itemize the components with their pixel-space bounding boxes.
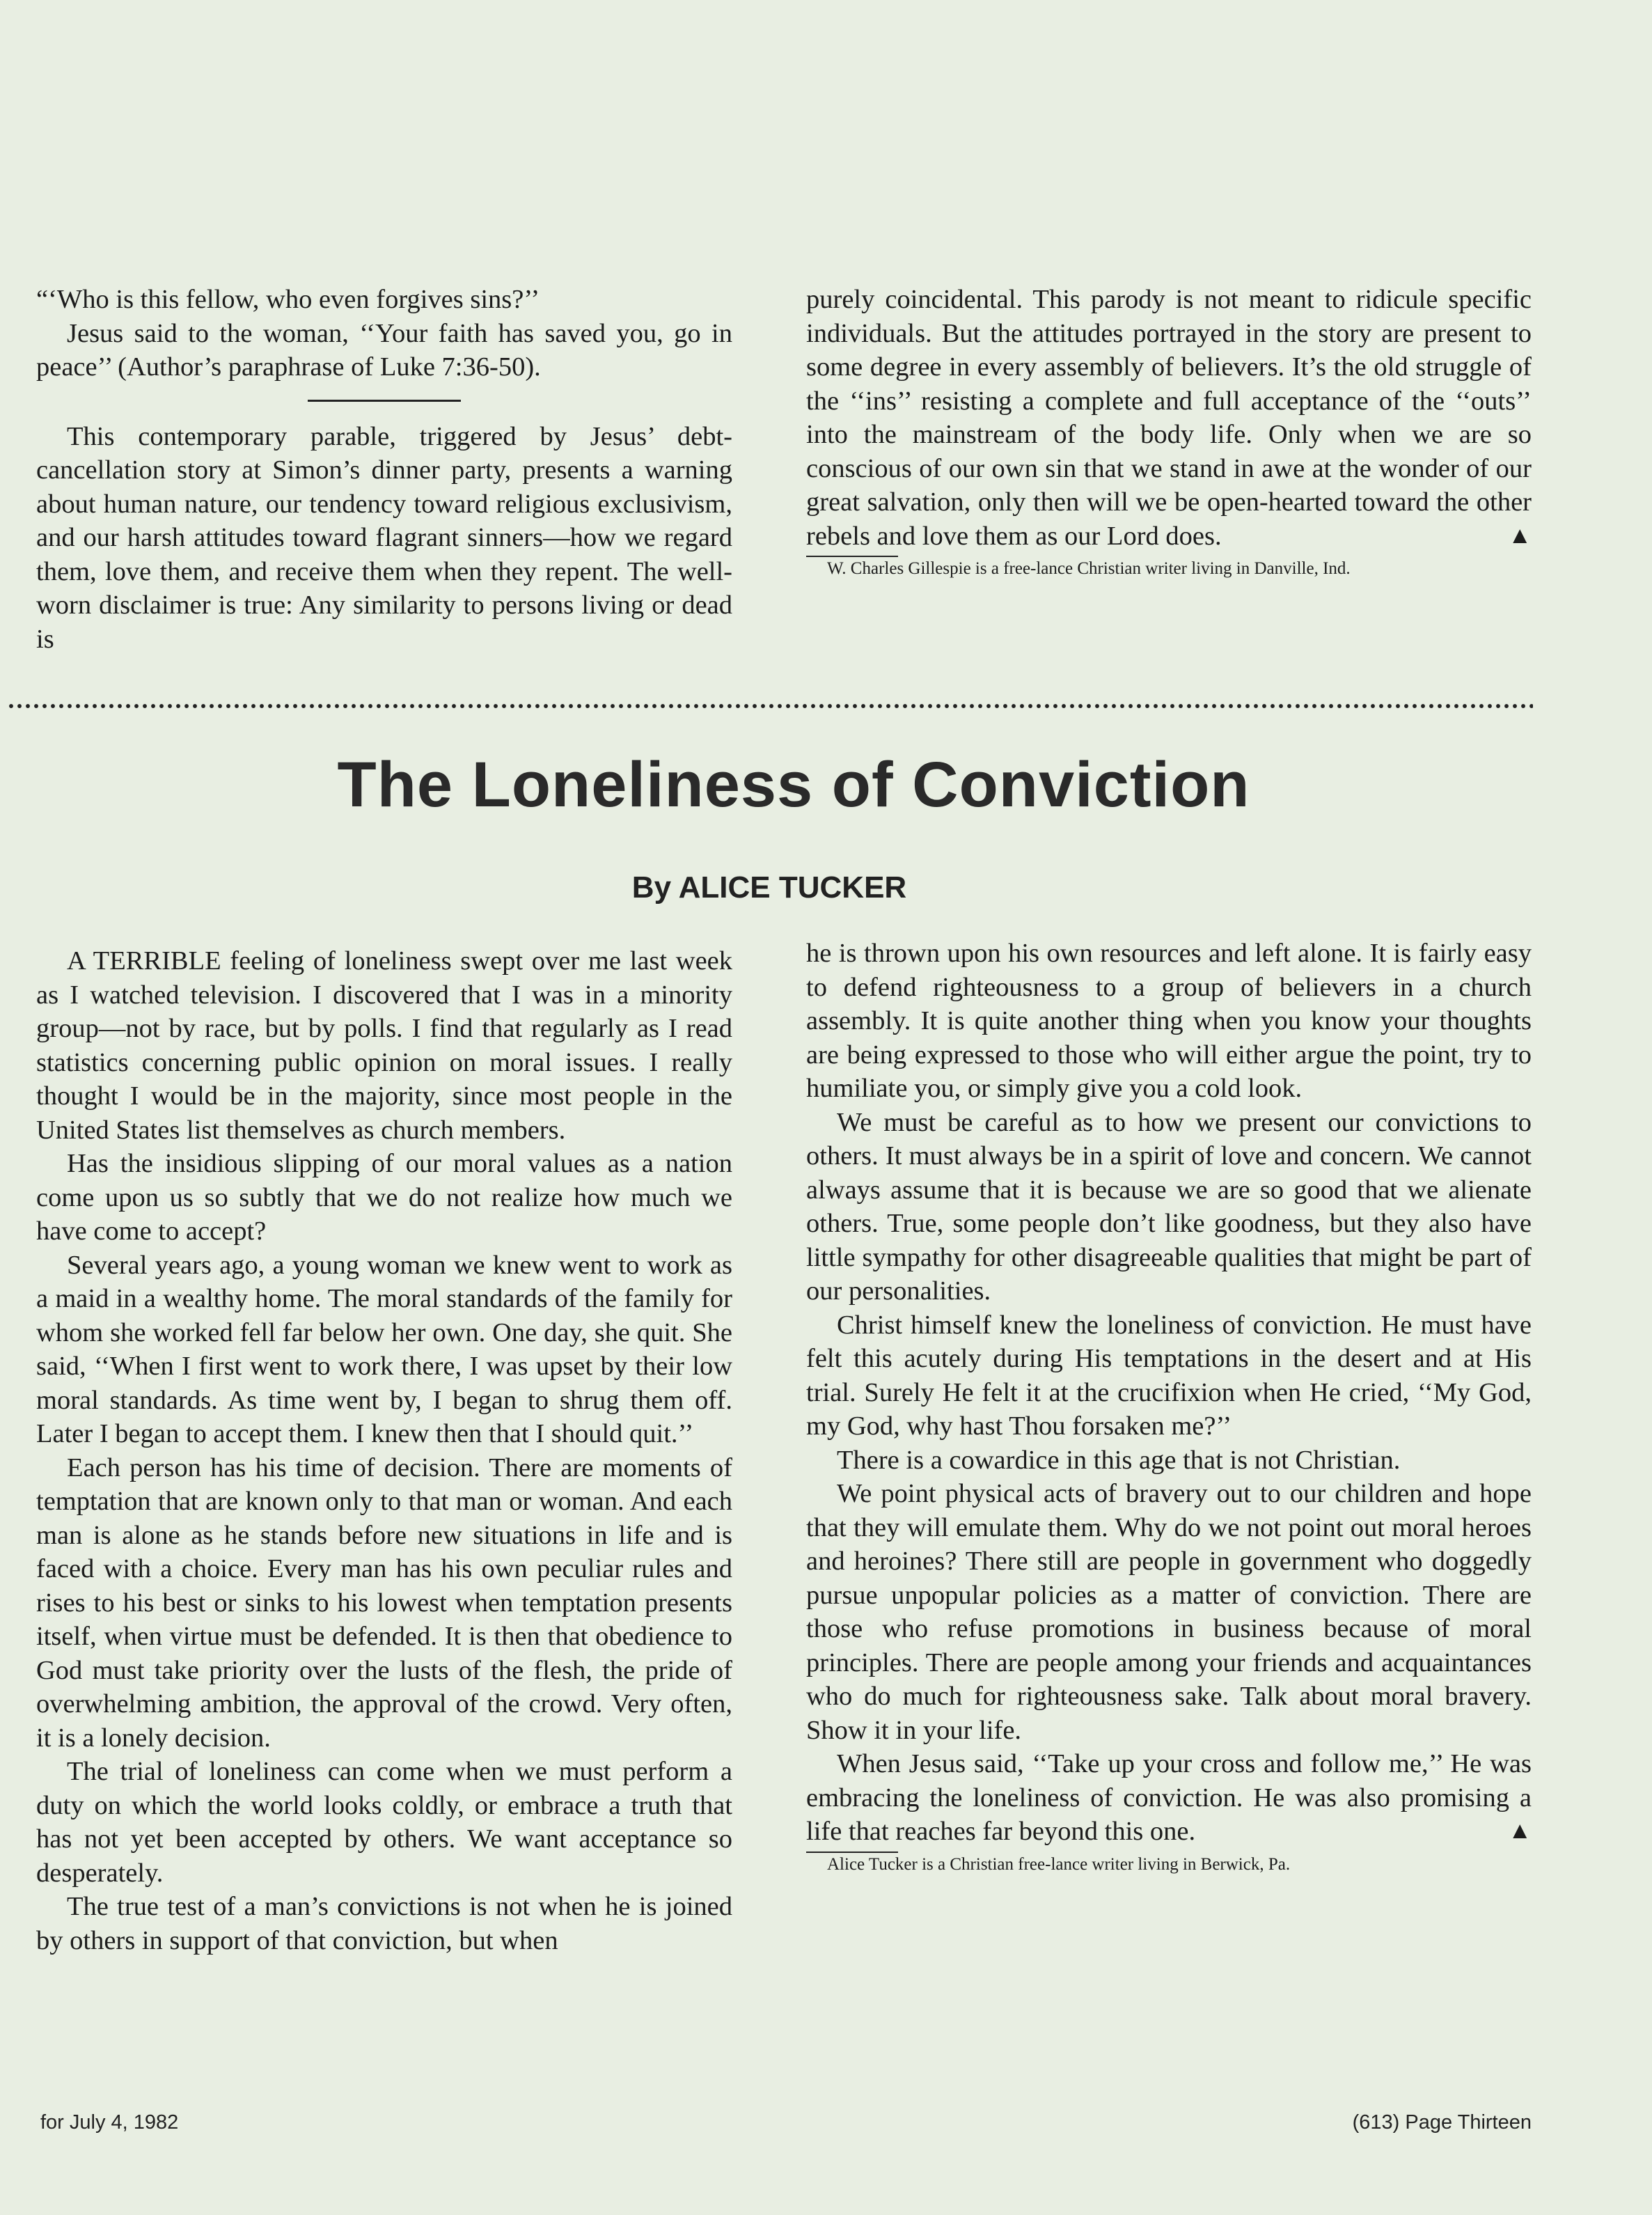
article-paragraph: Several years ago, a young woman we knew went to work as a maid in a wealthy home. The moral standards of the family for whom she worked fell far below her own. One day, she quit. She said, ‘‘When I first went to work there, I was upset by their low moral standards. As time went by, I began to shrug them off. Later I began to accept them. I knew then that I should quit.’’: [36, 1250, 732, 1448]
upper-conclusion-text: purely coincidental. This parody is not meant to ridicule specific individuals. But the attitudes portrayed in the story are present to some degree in every assembly of believers. It’s the old struggle of the ‘‘ins’’ resisting a complete and full acceptance of the ‘‘outs’’ into the mainstream of the body life. Only when we are so conscious of our own sin that we stand in awe at the wonder of our great salvation, only then will we be open-hearted toward the other rebels and love them as our Lord does.: [806, 285, 1532, 551]
article-paragraph: The trial of loneliness can come when we must perform a duty on which the world looks coldly, or embrace a truth that has not yet been accepted by others. We want acceptance so desperately.: [36, 1757, 732, 1888]
upper-conclusion-paragraph: [806, 283, 1532, 553]
upper-left-column: [36, 283, 732, 656]
article-byline: By ALICE TUCKER: [631, 870, 907, 905]
article-paragraph: Has the insidious slipping of our moral values as a nation come upon us so subtly that we do not realize how much we have come to accept?: [36, 1149, 732, 1246]
article-author-credit: Alice Tucker is a Christian free-lance writer living in Berwick, Pa.: [827, 1854, 1291, 1874]
upper-right-column: [806, 283, 1532, 581]
footer-date: for July 4, 1982: [40, 2111, 179, 2134]
footer-page-number: (613) Page Thirteen: [1352, 2111, 1532, 2134]
article-paragraph: The true test of a man’s convictions is not when he is joined by others in support of that conviction, but when: [36, 1892, 732, 1955]
upper-jesus-paragraph: Jesus said to the woman, ‘‘Your faith has saved you, go in peace’’ (Author’s paraphrase of Luke 7:36-50).: [36, 318, 732, 382]
article-final-paragraph: [806, 1747, 1532, 1849]
article-paragraph: We must be careful as to how we present our convictions to others. It must always be in a spirit of love and concern. We cannot always assume that it is because we are so good that we alienate others. True, some people don’t like goodness, but they also have little sympathy for other disagreeable qualities that might be part of our personalities.: [806, 1107, 1532, 1306]
upper-author-credit: W. Charles Gillespie is a free-lance Christian writer living in Danville, Ind.: [827, 559, 1351, 578]
article-paragraph: There is a cowardice in this age that is not Christian.: [837, 1445, 1401, 1475]
article-left-column: [36, 944, 732, 1957]
section-rule: [308, 400, 461, 402]
article-right-column: [806, 937, 1532, 1877]
article-paragraph: Each person has his time of decision. There are moments of temptation that are known only to that man or woman. And each man is alone as he stands before new situations in life and is faced with a choice. Every man has his own peculiar rules and rises to his best or sinks to his lowest when temptation presents itself, when virtue must be defended. It is then that obedience to God must take priority over the lusts of the flesh, the pride of overwhelming ambition, the approval of the crowd. Very often, it is a lonely decision.: [36, 1453, 732, 1753]
dotted-separator: [7, 703, 1533, 709]
article-title: The Loneliness of Conviction: [337, 749, 1250, 820]
end-mark-icon: ▲: [1508, 1818, 1532, 1844]
article-paragraph: Christ himself knew the loneliness of conviction. He must have felt this acutely during His temptations in the desert and at His trial. Surely He felt it at the crucifixion when He cried, ‘‘My God, my God, why hast Thou forsaken me?’’: [806, 1310, 1532, 1441]
article-final-text: When Jesus said, ‘‘Take up your cross and follow me,’’ He was embracing the loneliness of conviction. He was also promising a life that reaches far beyond this one.: [806, 1749, 1532, 1846]
upper-parable-paragraph: This contemporary parable, triggered by Jesus’ debt-cancellation story at Simon’s dinner party, presents a warning about human nature, our tendency toward religious exclusivism, and our harsh attitudes toward flagrant sinners—how we regard them, love them, and receive them when they repent. The well-worn disclaimer is true: Any similarity to persons living or dead is: [36, 421, 732, 654]
article-paragraph: A TERRIBLE feeling of loneliness swept over me last week as I watched television. I discovered that I was in a minority group—not by race, but by polls. I find that regularly as I read statistics concerning public opinion on moral issues. I really thought I would be in the majority, since most people in the United States list themselves as church members.: [36, 946, 732, 1145]
upper-quote-paragraph: “‘Who is this fellow, who even forgives sins?’’: [36, 285, 540, 314]
end-mark-icon: ▲: [1508, 522, 1532, 549]
article-paragraph: he is thrown upon his own resources and left alone. It is fairly easy to defend righteousness to a group of believers in a church assembly. It is quite another thing when you know your thoughts are being expressed to those who will either argue the point, try to humiliate you, or simply give you a cold look.: [806, 939, 1532, 1103]
article-paragraph: We point physical acts of bravery out to our children and hope that they will emulate them. Why do we not point out moral heroes and heroines? There still are people in government who doggedly pursue unpopular policies as a matter of conviction. There are those who refuse promotions in business because of moral principles. There are people among your friends and acquaintances who do much for righteousness sake. Talk about moral bravery. Show it in your life.: [806, 1479, 1532, 1745]
